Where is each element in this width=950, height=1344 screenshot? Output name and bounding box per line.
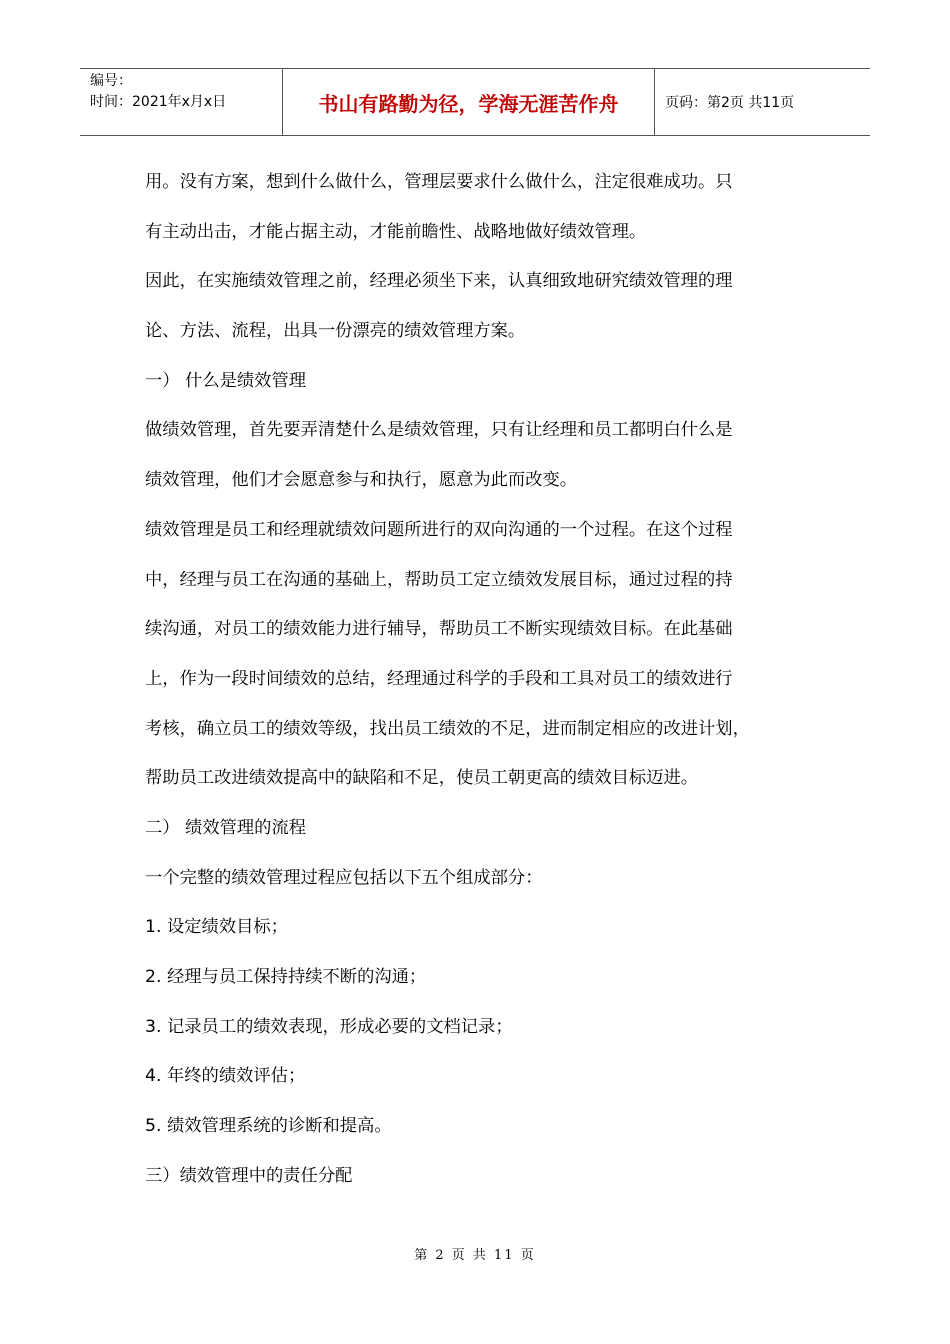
body-line: 论、方法、流程，出具一份漂亮的绩效管理方案。 xyxy=(145,321,526,342)
body-line: 上，作为一段时间绩效的总结，经理通过科学的手段和工具对员工的绩效进行 xyxy=(145,668,733,689)
section-heading-1: 一） 什么是绩效管理 xyxy=(145,370,307,391)
body-line: 做绩效管理，首先要弄清楚什么是绩效管理，只有让经理和员工都明白什么是 xyxy=(145,420,733,441)
header-motto: 书山有路勤为径，学海无涯苦作舟 xyxy=(282,69,655,135)
body-line: 用。没有方案，想到什么做什么，管理层要求什么做什么，注定很难成功。只 xyxy=(145,172,733,192)
header-page-info: 页码：第2页 共11页 xyxy=(665,95,795,111)
section-heading-3: 三）绩效管理中的责任分配 xyxy=(145,1165,353,1186)
list-item: 1. 设定绩效目标； xyxy=(145,917,288,938)
body-line: 绩效管理是员工和经理就绩效问题所进行的双向沟通的一个过程。在这个过程 xyxy=(145,519,733,540)
body-line: 考核，确立员工的绩效等级，找出员工绩效的不足，进而制定相应的改进计划， xyxy=(145,718,750,739)
section-heading-2: 二） 绩效管理的流程 xyxy=(145,817,307,838)
page-footer: 第 2 页 共 11 页 xyxy=(414,1248,536,1263)
body-line: 有主动出击，才能占据主动，才能前瞻性、战略地做好绩效管理。 xyxy=(145,221,647,242)
document-time-label: 时间：2021年x月x日 xyxy=(90,94,227,110)
body-line: 中，经理与员工在沟通的基础上，帮助员工定立绩效发展目标，通过过程的持 xyxy=(145,569,733,590)
list-item: 3. 记录员工的绩效表现，形成必要的文档记录； xyxy=(145,1016,513,1037)
document-body xyxy=(145,158,820,1201)
list-item: 2. 经理与员工保持持续不断的沟通； xyxy=(145,967,427,987)
header-meta xyxy=(80,69,282,135)
body-line: 绩效管理，他们才会愿意参与和执行，愿意为此而改变。 xyxy=(145,470,578,491)
page-header xyxy=(80,68,870,136)
list-item: 4. 年终的绩效评估； xyxy=(145,1066,306,1087)
body-line: 续沟通，对员工的绩效能力进行辅导，帮助员工不断实现绩效目标。在此基础 xyxy=(145,619,733,640)
body-line: 帮助员工改进绩效提高中的缺陷和不足，使员工朝更高的绩效目标迈进。 xyxy=(145,768,699,789)
body-line: 一个完整的绩效管理过程应包括以下五个组成部分： xyxy=(145,867,543,888)
document-number-label: 编号： xyxy=(90,73,132,89)
list-item: 5. 绩效管理系统的诊断和提高。 xyxy=(145,1116,392,1137)
body-line: 因此，在实施绩效管理之前，经理必须坐下来，认真细致地研究绩效管理的理 xyxy=(145,271,733,292)
